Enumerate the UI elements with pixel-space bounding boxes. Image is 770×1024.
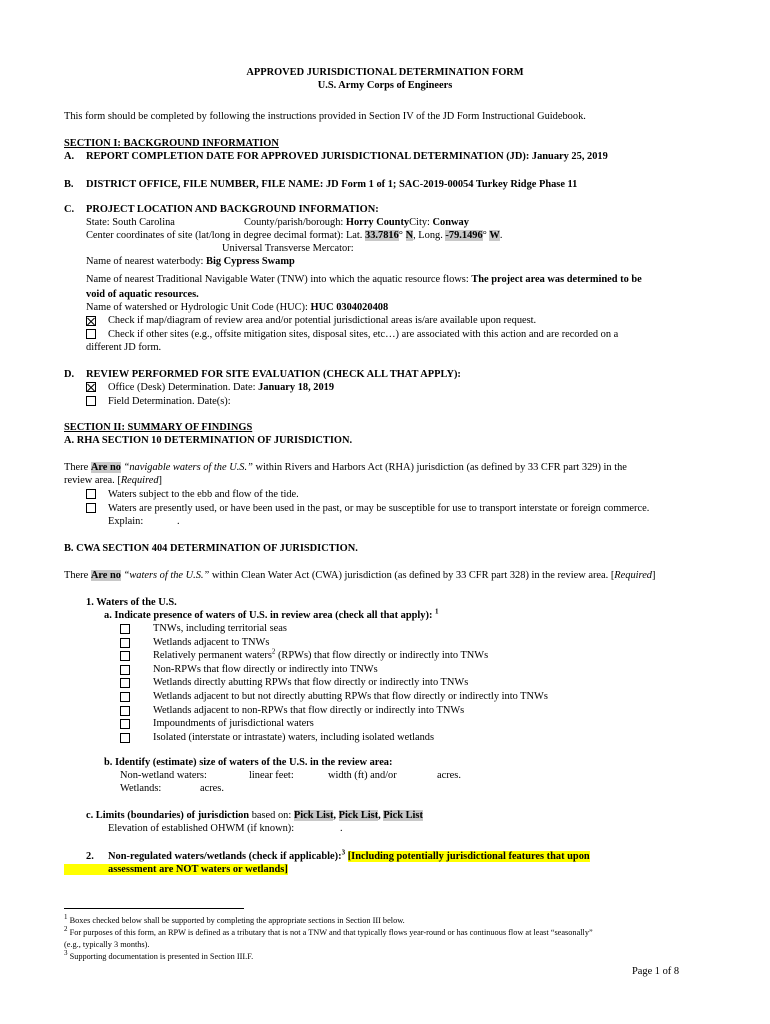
cwa-required: Required: [614, 570, 652, 581]
section1-d-label: D.: [64, 369, 75, 380]
footnote-3: [64, 951, 253, 962]
form-subtitle: U.S. Army Corps of Engineers: [317, 80, 453, 91]
limits-based-on: based on:: [251, 810, 292, 821]
tnw-value: The project area was determined to be: [471, 274, 642, 285]
rha-are-no: Are no: [90, 462, 121, 473]
section1-heading: SECTION I: BACKGROUND INFORMATION: [64, 138, 279, 149]
waters-item-text: Wetlands adjacent to but not directly abutting RPWs that flow directly or indirectly into TNWs: [153, 691, 548, 702]
nonregulated-field: [108, 850, 590, 863]
waters-item-label: [153, 649, 488, 662]
waters-item-text: Relatively permanent waters: [153, 650, 272, 662]
pick-list-1[interactable]: Pick List: [293, 810, 334, 821]
nonregulated-highlight: [Including potentially jurisdictional features that upon: [347, 851, 590, 862]
form-title: APPROVED JURISDICTIONAL DETERMINATION FORM: [246, 67, 524, 78]
coord-period: .: [499, 230, 503, 241]
county-field: [244, 216, 469, 229]
ohwm-value: .: [340, 823, 343, 834]
county-label: County/parish/borough:: [244, 217, 344, 228]
footnote-1-text: Boxes checked below shall be supported by completing the appropriate sections in Section III below.: [69, 916, 405, 925]
long-label: , Long.: [413, 230, 443, 241]
footnote-3-text: Supporting documentation is presented in Section III.F.: [69, 952, 254, 961]
waters-checkbox[interactable]: [120, 651, 130, 661]
size-heading: b. Identify (estimate) size of waters of the U.S. in the review area:: [104, 757, 393, 768]
limits-heading: c. Limits (boundaries) of jurisdiction: [86, 810, 250, 821]
office-date: January 18, 2019: [258, 382, 335, 393]
huc-field: [86, 301, 388, 314]
other-sites-label-cont: different JD form.: [86, 342, 162, 353]
waterbody-value: Big Cypress Swamp: [206, 256, 295, 267]
ohwm-label: Elevation of established OHWM (if known):: [108, 823, 295, 834]
width-label: width (ft) and/or: [328, 770, 397, 781]
acres-label-1: acres.: [437, 770, 461, 781]
cwa-are-no: Are no: [90, 570, 121, 581]
section2-heading: SECTION II: SUMMARY OF FINDINGS: [64, 422, 253, 433]
waterbody-label: Name of nearest waterbody:: [86, 256, 204, 267]
waters-item-label: [153, 690, 548, 703]
limits-field: c. Limits (boundaries) of jurisdiction based on: Pick List, Pick List, Pick List: [86, 810, 423, 821]
waters-checkbox[interactable]: [120, 678, 130, 688]
city-label: City:: [409, 217, 430, 228]
pick-list-2[interactable]: Pick List: [338, 810, 379, 821]
huc-label: Name of watershed or Hydrologic Unit Code (HUC):: [86, 302, 308, 313]
wetlands-label: Wetlands:: [120, 783, 162, 794]
waters-checkbox[interactable]: [120, 665, 130, 675]
long-direction: W: [489, 230, 500, 241]
footnote-1-number: 1: [64, 913, 68, 922]
waters-checkbox[interactable]: [120, 638, 130, 648]
waters-item-label: [153, 731, 434, 744]
field-determination-checkbox[interactable]: [86, 396, 96, 406]
huc-value: HUC 0304020408: [310, 302, 389, 313]
lat-degree: °: [398, 230, 403, 241]
cwa-rest: within Clean Water Act (CWA) jurisdiction (as defined by 33 CFR part 328) in the review area. [: [211, 570, 615, 581]
waters-presence-heading: [104, 609, 439, 622]
footnote-2-number: 2: [64, 925, 68, 934]
waters-checkbox[interactable]: [120, 733, 130, 743]
waters-item-text: Wetlands adjacent to non-RPWs that flow directly or indirectly into TNWs: [153, 704, 465, 716]
explain-label: Explain:: [108, 516, 144, 527]
rha-required: Required: [120, 475, 159, 486]
rpw-rest-text: (RPWs) that flow directly or indirectly into TNWs: [275, 650, 489, 662]
tnw-value-cont: void of aquatic resources.: [86, 289, 199, 300]
cwa-end: ]: [652, 570, 656, 581]
state-field: State: South Carolina: [86, 217, 175, 228]
footnote-divider: [64, 908, 244, 909]
waters-item-text: Non-RPWs that flow directly or indirectly into TNWs: [153, 663, 378, 675]
cwa-statement: [64, 569, 655, 582]
linear-feet-label: linear feet:: [249, 770, 294, 781]
section1-b-label: B.: [64, 179, 74, 190]
center-label: Center coordinates of site (lat/long in degree decimal format): Lat.: [86, 230, 363, 241]
nonregulated-highlight-cont-wrap: [64, 863, 288, 876]
lat-direction: N: [405, 230, 414, 241]
nonregulated-number: 2.: [86, 851, 94, 862]
rha-line2b: ]: [158, 475, 162, 486]
long-degree: °: [482, 230, 487, 241]
other-sites-checkbox[interactable]: [86, 329, 96, 339]
office-determination: [108, 381, 334, 394]
rha-statement-cont: [64, 474, 162, 487]
nonregulated-highlight-cont: assessment are NOT waters or wetlands]: [64, 864, 288, 875]
pick-list-3[interactable]: Pick List: [383, 810, 423, 821]
footnote-ref-1: 1: [435, 607, 439, 616]
center-coordinates: [86, 229, 502, 242]
section1-a-label: A.: [64, 151, 75, 162]
footnote-ref-3: 3: [341, 848, 346, 857]
lat-value: 33.7816: [365, 230, 399, 241]
waters-item-text: Isolated (interstate or intrastate) waters, including isolated wetlands: [153, 731, 435, 743]
waters-item-label: [153, 636, 269, 649]
acres-label-2: acres.: [200, 783, 224, 794]
district-office: DISTRICT OFFICE, FILE NUMBER, FILE NAME: JD Form 1 of 1; SAC-2019-00054 Turkey Ridge Phase 11: [86, 179, 578, 190]
rha-statement: [64, 461, 627, 474]
commerce-label: Waters are presently used, or have been used in the past, or may be susceptible for use to transport interstate or foreign commerce.: [108, 503, 650, 514]
waters-item-text: Wetlands directly abutting RPWs that flow directly or indirectly into TNWs: [153, 677, 469, 689]
waters-item-text: Impoundments of jurisdictional waters: [153, 718, 314, 730]
cwa-there: There: [64, 570, 89, 581]
tnw-field: [86, 273, 642, 286]
footnote-1: [64, 915, 405, 926]
waters-checkbox[interactable]: [120, 706, 130, 716]
waters-item-text: Wetlands adjacent to TNWs: [153, 636, 270, 648]
map-checkbox[interactable]: [86, 316, 96, 326]
cwa-quote: “waters of the U.S.”: [123, 570, 210, 581]
waters-item-label: [153, 704, 464, 717]
waters-item-label: [153, 676, 468, 689]
waters-item-label: [153, 622, 287, 635]
intro-text: This form should be completed by following the instructions provided in Section IV of the JD Form Instructional Guidebook.: [64, 111, 586, 122]
footnote-3-number: 3: [64, 949, 68, 958]
tnw-label: Name of nearest Traditional Navigable Water (TNW) into which the aquatic resource flows:: [86, 274, 469, 285]
commerce-checkbox[interactable]: [86, 503, 96, 513]
section1-c-label: C.: [64, 204, 75, 215]
tide-label: Waters subject to the ebb and flow of the tide.: [108, 489, 299, 500]
waterbody-field: [86, 255, 295, 268]
waters-item-label: [153, 663, 378, 676]
rha-line2a: review area. [: [64, 475, 121, 486]
nonwetland-label: Non-wetland waters:: [120, 770, 207, 781]
cwa-heading: B. CWA SECTION 404 DETERMINATION OF JURISDICTION.: [64, 543, 358, 554]
project-location-heading: PROJECT LOCATION AND BACKGROUND INFORMATION:: [86, 204, 379, 215]
waters-item-text: TNWs, including territorial seas: [153, 623, 287, 634]
nonregulated-label: Non-regulated waters/wetlands (check if applicable):: [108, 851, 342, 862]
map-check-label: Check if map/diagram of review area and/or potential jurisdictional areas is/are available upon request.: [108, 315, 537, 326]
long-value: -79.1496: [445, 230, 483, 241]
review-heading: REVIEW PERFORMED FOR SITE EVALUATION (CHECK ALL THAT APPLY):: [86, 369, 461, 380]
waters-checkbox[interactable]: [120, 624, 130, 634]
waters-checkbox[interactable]: [120, 719, 130, 729]
rha-rest: within Rivers and Harbors Act (RHA) jurisdiction (as defined by 33 CFR part 329) in the: [255, 462, 627, 473]
tide-checkbox[interactable]: [86, 489, 96, 499]
footnote-2-text: For purposes of this form, an RPW is defined as a tributary that is not a TNW and that typically flows year-round or has continuous flow at least “seasonally”: [69, 928, 593, 937]
field-determination-label: Field Determination. Date(s):: [108, 396, 231, 407]
city-value: Conway: [432, 217, 469, 228]
report-date: REPORT COMPLETION DATE FOR APPROVED JURISDICTIONAL DETERMINATION (JD): January 25, 2019: [86, 151, 608, 162]
waters-presence-text: a. Indicate presence of waters of U.S. in review area (check all that apply):: [104, 610, 433, 621]
other-sites-label: Check if other sites (e.g., offsite mitigation sites, disposal sites, etc…) are associated with this action and are recorded on a: [108, 329, 619, 340]
footnote-2: [64, 927, 593, 938]
waters-item-label: [153, 717, 314, 730]
rha-heading: A. RHA SECTION 10 DETERMINATION OF JURISDICTION.: [64, 435, 353, 446]
waters-checkbox[interactable]: [120, 692, 130, 702]
county-value: Horry County: [345, 217, 410, 228]
footnote-ref-2: 2: [271, 647, 276, 656]
explain-value: .: [177, 516, 180, 527]
footnote-2-cont: (e.g., typically 3 months).: [64, 940, 150, 949]
utm-label: Universal Transverse Mercator:: [222, 243, 354, 254]
waters-heading: 1. Waters of the U.S.: [86, 597, 177, 608]
rha-quote: “navigable waters of the U.S.”: [123, 462, 253, 473]
office-label: Office (Desk) Determination. Date:: [108, 382, 256, 393]
office-determination-checkbox[interactable]: [86, 382, 96, 392]
rha-there: There: [64, 462, 89, 473]
page-number: Page 1 of 8: [632, 966, 680, 977]
